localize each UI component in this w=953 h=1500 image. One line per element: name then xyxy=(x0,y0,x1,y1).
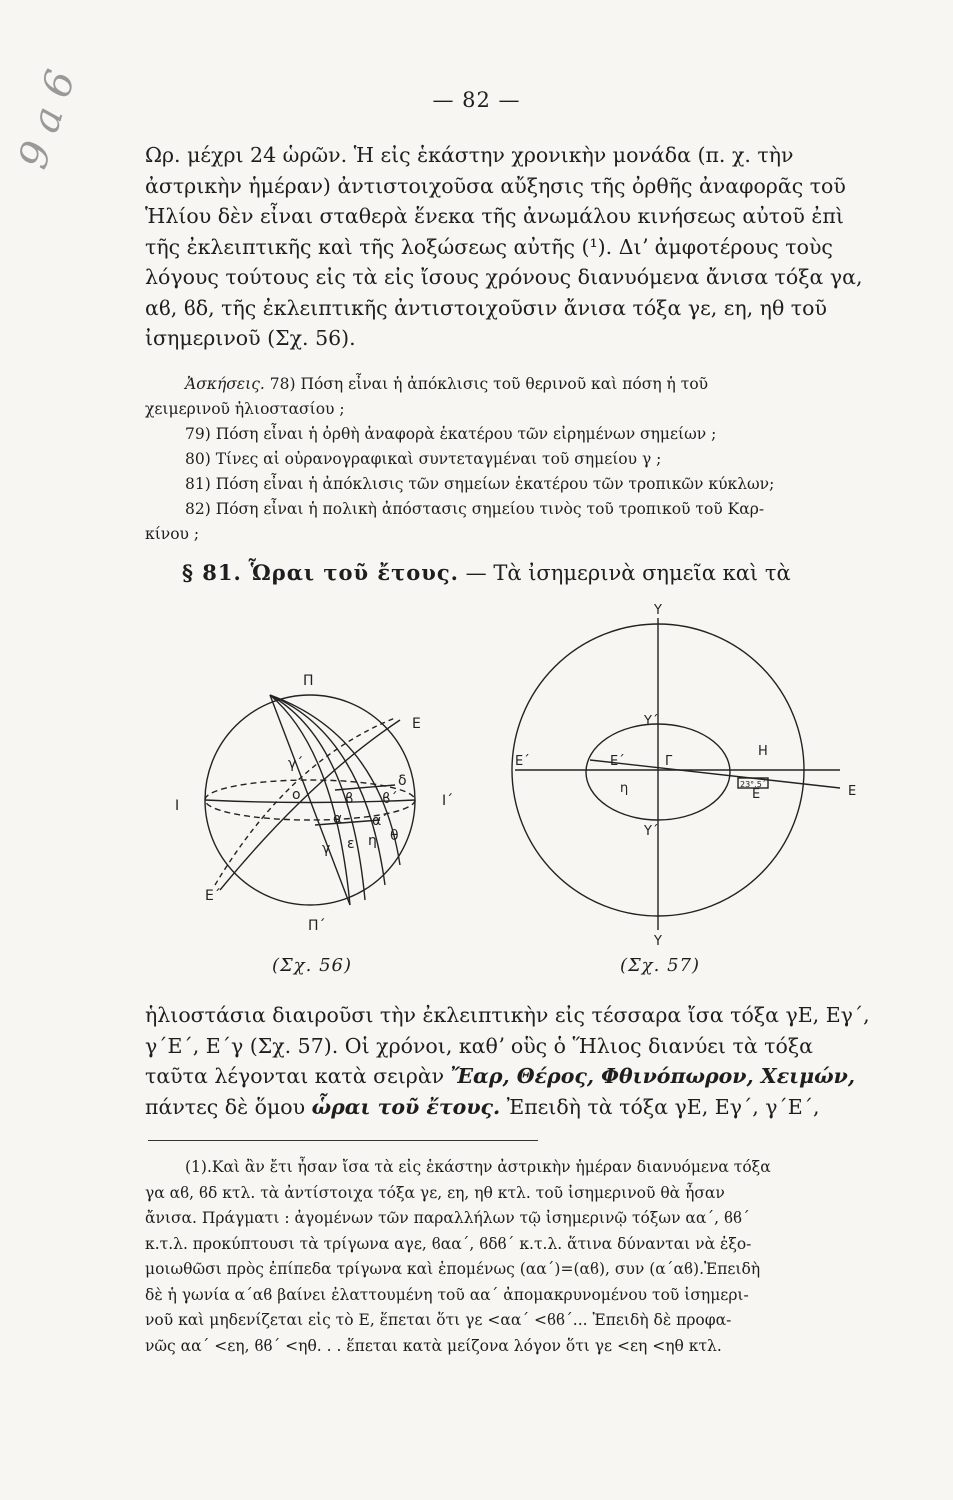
footnote-line: νῶς αα΄ <εη, ϐϐ΄ <ηθ. . . ἕπεται κατὰ μείζονα λόγον ὅτι γε <εη <ηθ κτλ. xyxy=(145,1336,722,1355)
text-line xyxy=(145,1061,905,1092)
section-title: Ὧραι τοῦ ἔτους. xyxy=(248,560,459,585)
caption-fig-56: (Σχ. 56) xyxy=(272,955,353,976)
label-I-prime: Ι΄ xyxy=(442,793,454,809)
exercise-79: 79) Πόση εἶναι ἡ ὀρθὴ ἀναφορὰ ἑκατέρου τῶν εἰρημένων σημείων ; xyxy=(185,425,717,443)
label-g: γ xyxy=(322,841,331,857)
label-Y1-top: Υ΄ xyxy=(644,714,659,729)
exercises-block xyxy=(145,372,905,547)
footnote-line: νοῦ καὶ μηδενίζεται εἰς τὸ Ε, ἕπεται ὅτι γε <αα΄ <ϐϐ΄... Ἐπειδὴ δὲ προφα- xyxy=(145,1311,732,1329)
exercise-line: κίνου ; xyxy=(145,525,200,543)
exercise-78: 78) Πόση εἶναι ἡ ἀπόκλισις τοῦ θερινοῦ καὶ πόση ἡ τοῦ xyxy=(269,375,709,393)
caption-fig-57: (Σχ. 57) xyxy=(620,955,701,976)
parallel-bb xyxy=(335,785,395,790)
exercise-line: χειμερινοῦ ἡλιοστασίου ; xyxy=(145,400,345,418)
label-E: Ε xyxy=(412,716,421,732)
section-number: § 81. xyxy=(182,560,242,585)
text-line: γ΄Ε΄, Ε΄γ (Σχ. 57). Οἱ χρόνοι, καθʼ οὓς ὁ Ἥλιος διανύει τὰ τόξα xyxy=(145,1033,813,1058)
text-fragment: Ἐπειδὴ τὰ τόξα γΕ, Εγ΄, γ΄Ε΄, xyxy=(500,1094,820,1119)
text-line: Ἡλίου δὲν εἶναι σταθερὰ ἕνεκα τῆς ἀνωμάλου κινήσεως αὐτοῦ ἐπὶ xyxy=(145,204,844,228)
label-d: δ xyxy=(398,773,407,789)
exercise-82: 82) Πόση εἶναι ἡ πολικὴ ἀπόστασις σημείου τινὸς τοῦ τροπικοῦ τοῦ Καρ- xyxy=(185,500,765,518)
footnote-line: κ.τ.λ. προκύπτουσι τὰ τρίγωνα αγε, ϐαα΄, ϐδϐ΄ κ.τ.λ. ἅτινα δύνανται νὰ ἐξο- xyxy=(145,1234,752,1253)
label-a-prime: α΄ xyxy=(372,813,389,829)
label-E1: Ε xyxy=(752,787,761,802)
label-Gamma: Γ xyxy=(665,754,673,769)
label-Y-top: Υ xyxy=(654,603,662,618)
parallel-aa xyxy=(315,820,380,825)
label-eta57: η xyxy=(620,781,629,796)
footnote-line: μοιωθῶσι πρὸς ἐπίπεδα τρίγωνα καὶ ἑπομένως (αα΄)=(αϐ), συν (α΄αϐ).Ἐπειδὴ xyxy=(145,1260,761,1278)
text-fragment: πάντες δὲ ὅμου xyxy=(145,1094,312,1119)
label-I: Ι xyxy=(175,798,180,814)
axis-line xyxy=(270,695,350,905)
footnote-line: (1).Καὶ ἂν ἔτι ἦσαν ἴσα τὰ εἰς ἑκάστην ἀστρικὴν ἡμέραν διανυόμενα τόξα xyxy=(185,1158,771,1176)
page-number: — 82 — xyxy=(432,88,521,112)
label-E-right: Ε xyxy=(848,784,857,799)
label-eta: η xyxy=(368,833,377,849)
section-heading xyxy=(182,560,791,585)
label-g-prime: γ΄ xyxy=(288,756,304,772)
label-E-prime: Ε΄ xyxy=(205,888,221,904)
label-a: α xyxy=(333,811,343,827)
seasons-phrase: ὧραι τοῦ ἔτους. xyxy=(311,1094,501,1119)
label-E1-prime: Ε΄ xyxy=(610,754,625,769)
text-line xyxy=(145,1092,905,1123)
figure-57 xyxy=(512,618,840,930)
footnotes xyxy=(145,1155,905,1359)
exercise-line xyxy=(145,372,905,397)
label-angle: 23°.5΄ xyxy=(740,780,766,789)
footnote-line: γα αϐ, ϐδ κτλ. τὰ ἀντίστοιχα τόξα γε, εη, ηθ κτλ. τοῦ ἰσημερινοῦ θὰ ἦσαν xyxy=(145,1183,725,1202)
text-line: Ωρ. μέχρι 24 ὡρῶν. Ἡ εἰς ἑκάστην χρονικὴν μονάδα (π. χ. τὴν xyxy=(145,143,794,167)
text-line: ἀστρικὴν ἡμέραν) ἀντιστοιχοῦσα αὔξησις τῆς ὀρθῆς ἀναφορᾶς τοῦ xyxy=(145,173,846,198)
footnote-divider xyxy=(148,1140,538,1141)
text-fragment: ταῦτα λέγονται κατὰ σειρὰν xyxy=(145,1064,451,1088)
exercise-80: 80) Τίνες αἱ οὐρανογραφικαὶ συντεταγμέναι τοῦ σημείου γ ; xyxy=(185,450,662,468)
figures xyxy=(150,600,900,990)
label-H: Η xyxy=(758,744,768,759)
label-Y1-bottom: Υ΄ xyxy=(644,824,659,839)
label-theta: θ xyxy=(390,828,399,844)
body-paragraph xyxy=(145,1000,905,1122)
text-line: λόγους τούτους εἰς τὰ εἰς ἴσους χρόνους διανυόμενα ἄνισα τόξα γα, xyxy=(145,265,863,289)
figure-56-57-drawing xyxy=(150,600,900,990)
exercise-81: 81) Πόση εἶναι ἡ ἀπόκλισις τῶν σημείων ἑκατέρου τῶν τροπικῶν κύκλων; xyxy=(185,475,775,493)
label-E-prime-left: Ε΄ xyxy=(515,754,530,769)
text-line: ἰσημερινοῦ (Σχ. 56). xyxy=(145,326,356,350)
label-pole-bottom: Π΄ xyxy=(308,918,326,934)
footnote-line: ἄνισα. Πράγματι : ἀγομένων τῶν παραλλήλων τῷ ἰσημερινῷ τόξων αα΄, ϐϐ΄ xyxy=(145,1209,750,1227)
figure-57-labels xyxy=(515,603,856,949)
label-b: ϐ xyxy=(345,791,354,807)
label-b-prime: ϐ΄ xyxy=(382,791,398,807)
label-o: ο xyxy=(292,787,301,803)
seasons-names: Ἔαρ, Θέρος, Φθινόπωρον, Χειμών, xyxy=(450,1064,855,1088)
figure-56-labels xyxy=(175,673,453,934)
label-pole-top: Π xyxy=(303,673,314,689)
handwritten-margin-note: 9 a 6 xyxy=(10,64,85,175)
text-line: ἡλιοστάσια διαιροῦσι τὴν ἐκλειπτικὴν εἰς τέσσαρα ἴσα τόξα γΕ, Εγ΄, xyxy=(145,1003,870,1027)
section-text: — Τὰ ἰσημερινὰ σημεῖα καὶ τὰ xyxy=(465,561,791,585)
label-e: ε xyxy=(347,836,355,852)
label-Y-bottom: Υ xyxy=(654,934,662,949)
exercises-heading: Ἀσκήσεις. xyxy=(185,375,265,393)
text-line: αϐ, ϐδ, τῆς ἐκλειπτικῆς ἀντιστοιχοῦσιν ἄνισα τόξα γε, εη, ηθ τοῦ xyxy=(145,295,827,320)
intro-paragraph xyxy=(145,140,905,354)
footnote-line: δὲ ἡ γωνία α΄αϐ βαίνει ἐλαττουμένη τοῦ αα΄ ἀπομακρυνομένου τοῦ ἰσημερι- xyxy=(145,1285,749,1304)
text-line: τῆς ἐκλειπτικῆς καὶ τῆς λοξώσεως αὐτῆς (¹). Διʼ ἀμφοτέρους τοὺς xyxy=(145,234,833,259)
